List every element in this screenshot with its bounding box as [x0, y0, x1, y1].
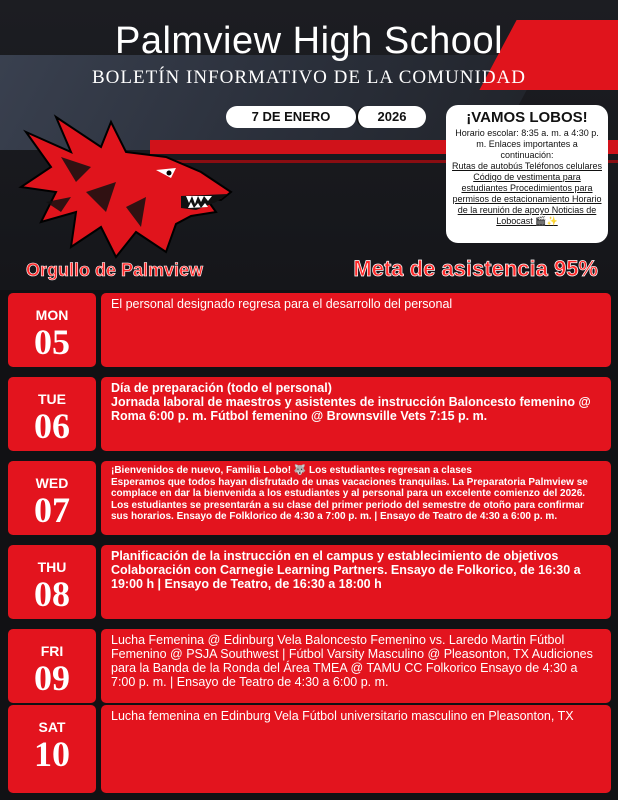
info-box-title: ¡VAMOS LOBOS! [466, 109, 588, 126]
day-date-box [8, 377, 96, 451]
day-row-mon [8, 293, 611, 367]
day-row-wed [8, 461, 611, 535]
day-date-box [8, 629, 96, 703]
attendance-goal-label: Meta de asistencia 95% [353, 256, 598, 281]
day-number: 06 [34, 406, 70, 446]
day-date-box [8, 461, 96, 535]
day-row-sat [8, 705, 611, 793]
day-number: 07 [34, 490, 70, 530]
newsletter-subtitle: BOLETÍN INFORMATIVO DE LA COMUNIDAD [92, 67, 526, 88]
wolf-mascot-logo-icon [16, 112, 236, 262]
school-name: Palmview High School [114, 20, 504, 62]
day-events: Planificación de la instrucción en el campus y establecimiento de objetivos Colaboración con Carnegie Learning Partners. Ensayo de Folkorico, de 16:30 a 19:00 h | Ensayo de Teatro, de 16:30 a 18:00 h [101, 545, 611, 619]
date-badge: 7 DE ENERO [226, 106, 356, 128]
day-date-box [8, 705, 96, 793]
day-events: ¡Bienvenidos de nuevo, Familia Lobo! 🐺 Los estudiantes regresan a clases Esperamos que todos hayan disfrutado de unas vacaciones tranquilas. La Preparatoria Palmview se complace en dar la bienvenida a los estudiantes y al personal para un excelente comienzo del 2026. Los estudiantes se presentarán a su clase del primer periodo del semestre de otoño para confirmar sus horarios. Ensayo de Folklorico de 4:30 a 7:00 p. m. | Ensayo de Teatro de 4:30 a 6:00 p. m. [101, 461, 611, 535]
important-links[interactable]: Rutas de autobús Teléfonos celulares Código de vestimenta para estudiantes Procedimientos para permisos de estacionamiento Horario de la reunión de apoyo Noticias de Lobocast 🎬✨ [452, 161, 602, 226]
year-badge: 2026 [356, 106, 426, 128]
school-schedule-text: Horario escolar: 8:35 a. m. a 4:30 p. m. Enlaces importantes a continuación: [455, 128, 599, 160]
day-row-tue [8, 377, 611, 451]
day-of-week: SAT [38, 719, 66, 735]
day-events: El personal designado regresa para el desarrollo del personal [101, 293, 611, 367]
day-number: 10 [34, 734, 70, 774]
day-of-week: THU [37, 559, 67, 575]
day-of-week: FRI [40, 643, 64, 659]
day-of-week: MON [35, 307, 69, 323]
day-events: Lucha Femenina @ Edinburg Vela Baloncesto Femenino vs. Laredo Martin Fútbol Femenino @ PSJA Southwest | Fútbol Varsity Masculino @ Pleasonton, TX Audiciones para la Banda de la Ronda del Área TMEA @ TAMU CC Folkorico Ensayo de 4:30 a 7:00 p. m. | Ensayo de Teatro de 4:30 a 6:00 p. m. [101, 629, 611, 703]
day-row-fri [8, 629, 611, 703]
day-of-week: WED [35, 475, 69, 491]
day-of-week: TUE [38, 391, 66, 407]
day-row-thu [8, 545, 611, 619]
day-date-box [8, 293, 96, 367]
day-number: 05 [34, 322, 70, 362]
day-date-box [8, 545, 96, 619]
pride-label: Orgullo de Palmview [26, 260, 204, 280]
day-events: Lucha femenina en Edinburg Vela Fútbol universitario masculino en Pleasonton, TX [101, 705, 611, 793]
day-number: 08 [34, 574, 70, 614]
day-number: 09 [34, 658, 70, 698]
day-events: Día de preparación (todo el personal) Jornada laboral de maestros y asistentes de instrucción Baloncesto femenino @ Roma 6:00 p. m. Fútbol femenino @ Brownsville Vets 7:15 p. m. [101, 377, 611, 451]
info-box [446, 105, 608, 243]
